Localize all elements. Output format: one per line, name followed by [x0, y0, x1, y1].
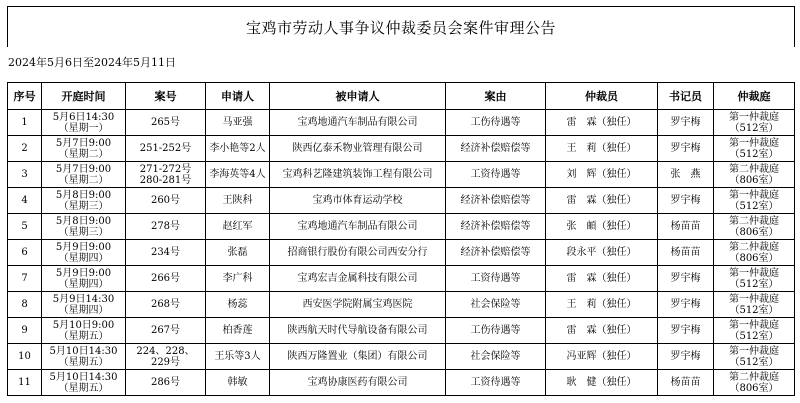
cell-cause [446, 188, 546, 214]
cell-applicant-applicant: 王乐等3人 [214, 351, 261, 362]
cell-cause [446, 240, 546, 266]
cell-cause-cause: 社会保险等 [470, 351, 521, 362]
cell-arbitrator-arbitrator: 刘 辉（独任） [566, 169, 637, 180]
cell-applicant-applicant: 马亚强 [222, 117, 253, 128]
table-row [8, 110, 795, 136]
cell-time-time: 5月9日9:00 [55, 267, 112, 279]
header-no: 序号 [8, 83, 42, 110]
cell-court-room: （512室） [729, 200, 779, 212]
cell-court [714, 188, 795, 214]
cell-arbitrator-arbitrator: 耿 健（独任） [566, 377, 637, 388]
cell-no [8, 318, 42, 344]
cell-arbitrator [546, 266, 658, 292]
case-schedule-table [7, 82, 795, 396]
cell-court-court: 第二仲裁庭 [729, 215, 779, 227]
cell-court-room: （512室） [729, 330, 779, 342]
cell-clerk-clerk: 张 燕 [670, 169, 701, 180]
cell-no [8, 162, 42, 188]
cell-arbitrator [546, 110, 658, 136]
cell-cause [446, 110, 546, 136]
cell-clerk [658, 318, 714, 344]
cell-time-time: 5月8日9:00 [55, 189, 112, 201]
cell-applicant [206, 318, 270, 344]
cell-time-time: 5月6日14:30 [52, 111, 115, 123]
table-header-row [8, 83, 795, 110]
cell-court-room: （512室） [729, 356, 779, 368]
cell-cause [446, 162, 546, 188]
cell-applicant [206, 240, 270, 266]
cell-court-court: 第二仲裁庭 [729, 241, 779, 253]
cell-respondent-respondent: 陕西亿泰禾物业管理有限公司 [292, 143, 423, 154]
cell-applicant-applicant: 赵红军 [222, 221, 253, 232]
cell-court-court: 第一仲裁庭 [729, 189, 779, 201]
cell-arbitrator [546, 136, 658, 162]
header-court: 仲裁庭 [714, 83, 795, 110]
cell-no [8, 370, 42, 396]
cell-court-court: 第一仲裁庭 [729, 293, 779, 305]
cell-respondent-respondent: 宝鸡协康医药有限公司 [307, 377, 408, 388]
cell-applicant [206, 188, 270, 214]
cell-case-case: 260号 [150, 195, 181, 206]
header-arbitrator: 仲裁员 [546, 83, 658, 110]
cell-applicant-applicant: 韩敏 [227, 377, 248, 388]
cell-case-case: 268号 [150, 299, 181, 310]
cell-clerk [658, 162, 714, 188]
cell-clerk-clerk: 罗宇梅 [670, 195, 701, 206]
cell-time [42, 344, 126, 370]
cell-time-day: （星期四） [58, 252, 109, 264]
table-row [8, 292, 795, 318]
cell-time-day: （星期五） [58, 356, 109, 368]
cell-clerk-clerk: 罗宇梅 [670, 325, 701, 336]
cell-time-time: 5月8日9:00 [55, 215, 112, 227]
cell-case-case: 234号 [150, 247, 181, 258]
cell-court-room: （512室） [729, 304, 779, 316]
cell-applicant-applicant: 张磊 [227, 247, 248, 258]
cell-arbitrator-arbitrator: 张 頔（独任） [566, 221, 637, 232]
cell-arbitrator [546, 344, 658, 370]
cell-respondent [270, 110, 446, 136]
cell-court [714, 344, 795, 370]
table-row [8, 240, 795, 266]
cell-time [42, 136, 126, 162]
cell-clerk [658, 188, 714, 214]
date-range: 2024年5月6日至2024年5月11日 [8, 56, 176, 69]
header-cause: 案由 [446, 83, 546, 110]
cell-clerk [658, 370, 714, 396]
cell-court-court: 第一仲裁庭 [729, 345, 779, 357]
cell-cause-cause: 经济补偿赔偿等 [460, 247, 531, 258]
cell-respondent [270, 292, 446, 318]
table-row [8, 266, 795, 292]
cell-case-case: 271-272号 [139, 163, 192, 175]
cell-court [714, 370, 795, 396]
cell-time [42, 318, 126, 344]
cell-court-court: 第二仲裁庭 [729, 371, 779, 383]
cell-applicant-applicant: 柏香莲 [222, 325, 253, 336]
cell-applicant [206, 344, 270, 370]
cell-clerk-clerk: 杨苗苗 [670, 221, 701, 232]
cell-no [8, 214, 42, 240]
cell-no [8, 344, 42, 370]
cell-respondent-respondent: 陕西航天时代导航设备有限公司 [287, 325, 428, 336]
cell-case-case: 286号 [150, 377, 181, 388]
table-row [8, 318, 795, 344]
cell-court-room: （512室） [729, 122, 779, 134]
cell-no-no: 9 [21, 325, 28, 336]
cell-cause [446, 266, 546, 292]
cell-cause-cause: 工资待遇等 [470, 169, 521, 180]
header-case: 案号 [126, 83, 206, 110]
cell-cause-cause: 工伤待遇等 [470, 325, 521, 336]
cell-arbitrator [546, 370, 658, 396]
cell-time-day: （星期五） [58, 382, 109, 394]
cell-time-time: 5月10日9:00 [52, 319, 115, 331]
cell-court-court: 第一仲裁庭 [729, 111, 779, 123]
cell-arbitrator-arbitrator: 雷 霖（独任） [566, 325, 637, 336]
cell-cause-cause: 经济补偿赔偿等 [460, 221, 531, 232]
cell-court [714, 240, 795, 266]
cell-case-case: 278号 [150, 221, 181, 232]
cell-arbitrator [546, 240, 658, 266]
page-title: 宝鸡市劳动人事争议仲裁委员会案件审理公告 [245, 18, 556, 37]
cell-applicant [206, 136, 270, 162]
cell-time-time: 5月9日9:00 [55, 241, 112, 253]
cell-clerk [658, 110, 714, 136]
cell-case [126, 162, 206, 188]
cell-case [126, 214, 206, 240]
cell-no [8, 110, 42, 136]
cell-clerk [658, 136, 714, 162]
cell-cause-cause: 工资待遇等 [470, 273, 521, 284]
cell-time-time: 5月10日14:30 [49, 345, 118, 357]
cell-arbitrator-arbitrator: 雷 霖（独任） [566, 195, 637, 206]
cell-arbitrator [546, 162, 658, 188]
table-row [8, 344, 795, 370]
cell-court-room: （806室） [729, 174, 779, 186]
header-time: 开庭时间 [42, 83, 126, 110]
header-clerk: 书记员 [658, 83, 714, 110]
cell-court [714, 162, 795, 188]
cell-no [8, 292, 42, 318]
cell-case [126, 370, 206, 396]
cell-cause-cause: 社会保险等 [470, 299, 521, 310]
cell-court-room: （806室） [729, 252, 779, 264]
cell-case-case: 267号 [150, 325, 181, 336]
cell-case [126, 136, 206, 162]
cell-court-room: （806室） [729, 382, 779, 394]
cell-time [42, 162, 126, 188]
header-respondent: 被申请人 [270, 83, 446, 110]
cell-respondent [270, 370, 446, 396]
cell-cause [446, 292, 546, 318]
cell-cause-cause: 经济补偿赔偿等 [460, 195, 531, 206]
cell-court-room: （512室） [729, 278, 779, 290]
cell-time-day: （星期四） [58, 278, 109, 290]
cell-no-no: 10 [18, 351, 31, 362]
cell-applicant [206, 162, 270, 188]
cell-cause-cause: 经济补偿赔偿等 [460, 143, 531, 154]
cell-court [714, 110, 795, 136]
cell-court-room: （806室） [729, 226, 779, 238]
cell-cause [446, 344, 546, 370]
cell-cause [446, 318, 546, 344]
cell-respondent [270, 214, 446, 240]
cell-court [714, 292, 795, 318]
cell-no-no: 11 [18, 377, 31, 388]
cell-respondent [270, 188, 446, 214]
cell-respondent-respondent: 陕西万隆置业（集团）有限公司 [287, 351, 428, 362]
cell-case [126, 110, 206, 136]
cell-clerk [658, 344, 714, 370]
cell-no-no: 2 [21, 143, 28, 154]
cell-court [714, 266, 795, 292]
cell-applicant [206, 214, 270, 240]
cell-no-no: 4 [21, 195, 28, 206]
cell-arbitrator [546, 318, 658, 344]
cell-arbitrator-arbitrator: 雷 霖（独任） [566, 117, 637, 128]
cell-arbitrator-arbitrator: 冯亚辉（独任） [566, 351, 637, 362]
cell-clerk-clerk: 罗宇梅 [670, 351, 701, 362]
cell-case-case: 251-252号 [139, 143, 192, 154]
cell-respondent-respondent: 西安医学院附属宝鸡医院 [302, 299, 413, 310]
table-row [8, 136, 795, 162]
cell-no [8, 188, 42, 214]
cell-case [126, 188, 206, 214]
cell-court-room: （512室） [729, 148, 779, 160]
cell-respondent-respondent: 宝鸡地通汽车制品有限公司 [297, 117, 418, 128]
cell-respondent [270, 162, 446, 188]
cell-no [8, 240, 42, 266]
header-applicant: 申请人 [206, 83, 270, 110]
cell-clerk [658, 214, 714, 240]
cell-time-time: 5月7日9:00 [55, 163, 112, 175]
cell-time [42, 266, 126, 292]
cell-court-court: 第二仲裁庭 [729, 163, 779, 175]
cell-arbitrator-arbitrator: 王 莉（独任） [566, 299, 637, 310]
cell-applicant [206, 266, 270, 292]
cell-time-day: （星期二） [58, 174, 109, 186]
cell-court [714, 136, 795, 162]
cell-applicant-applicant: 杨蕊 [227, 299, 248, 310]
cell-time-day: （星期四） [58, 304, 109, 316]
cell-no-no: 6 [21, 247, 28, 258]
table-row [8, 188, 795, 214]
cell-arbitrator [546, 292, 658, 318]
cell-applicant-applicant: 王陕科 [222, 195, 253, 206]
cell-time-day: （星期五） [58, 330, 109, 342]
cell-case [126, 318, 206, 344]
cell-court-court: 第一仲裁庭 [729, 137, 779, 149]
cell-arbitrator-arbitrator: 王 莉（独任） [566, 143, 637, 154]
cell-time [42, 292, 126, 318]
cell-clerk [658, 240, 714, 266]
cell-respondent-respondent: 招商银行股份有限公司西安分行 [287, 247, 428, 258]
cell-respondent [270, 266, 446, 292]
cell-arbitrator-arbitrator: 段永平（独任） [566, 247, 637, 258]
cell-case [126, 266, 206, 292]
cell-no-no: 1 [21, 117, 28, 128]
cell-no-no: 3 [21, 169, 28, 180]
cell-respondent [270, 136, 446, 162]
table-row [8, 162, 795, 188]
cell-arbitrator [546, 188, 658, 214]
cell-clerk-clerk: 罗宇梅 [670, 117, 701, 128]
cell-time [42, 240, 126, 266]
cell-case-case2: 229号 [150, 356, 181, 368]
cell-cause-cause: 工伤待遇等 [470, 117, 521, 128]
cell-time [42, 188, 126, 214]
cell-court-court: 第一仲裁庭 [729, 319, 779, 331]
cell-time-day: （星期三） [58, 200, 109, 212]
cell-respondent-respondent: 宝鸡市体育运动学校 [312, 195, 403, 206]
cell-no-no: 5 [21, 221, 28, 232]
table-row [8, 370, 795, 396]
cell-time-time: 5月10日14:30 [49, 371, 118, 383]
cell-time [42, 370, 126, 396]
cell-cause [446, 136, 546, 162]
cell-clerk [658, 292, 714, 318]
cell-respondent [270, 344, 446, 370]
cell-cause-cause: 工资待遇等 [470, 377, 521, 388]
cell-time-day: （星期三） [58, 226, 109, 238]
cell-case-case: 224、228、 [136, 345, 195, 357]
title-box [7, 6, 795, 47]
cell-no [8, 266, 42, 292]
cell-applicant [206, 370, 270, 396]
cell-respondent [270, 240, 446, 266]
cell-applicant-applicant: 李小艳等2人 [209, 143, 266, 154]
cell-no-no: 7 [21, 273, 28, 284]
cell-case [126, 292, 206, 318]
cell-time-day: （星期二） [58, 148, 109, 160]
cell-applicant [206, 292, 270, 318]
cell-respondent-respondent: 宝鸡宏吉金属科技有限公司 [297, 273, 418, 284]
cell-arbitrator-arbitrator: 雷 霖（独任） [566, 273, 637, 284]
cell-time-time: 5月7日9:00 [55, 137, 112, 149]
cell-case [126, 344, 206, 370]
cell-arbitrator [546, 214, 658, 240]
cell-case-case: 265号 [150, 117, 181, 128]
cell-court [714, 318, 795, 344]
cell-cause [446, 370, 546, 396]
cell-respondent-respondent: 宝鸡科艺隆建筑装饰工程有限公司 [282, 169, 433, 180]
cell-clerk-clerk: 罗宇梅 [670, 299, 701, 310]
cell-applicant-applicant: 李海英等4人 [209, 169, 266, 180]
cell-time-time: 5月9日14:30 [52, 293, 115, 305]
cell-cause [446, 214, 546, 240]
cell-time-day: （星期一） [58, 122, 109, 134]
cell-applicant [206, 110, 270, 136]
cell-clerk-clerk: 罗宇梅 [670, 143, 701, 154]
cell-respondent-respondent: 宝鸡地通汽车制品有限公司 [297, 221, 418, 232]
table-row [8, 214, 795, 240]
cell-court-court: 第一仲裁庭 [729, 267, 779, 279]
cell-case-case2: 280-281号 [139, 174, 192, 186]
cell-applicant-applicant: 李广科 [222, 273, 253, 284]
cell-no-no: 8 [21, 299, 28, 310]
cell-no [8, 136, 42, 162]
cell-court [714, 214, 795, 240]
cell-clerk-clerk: 杨苗苗 [670, 247, 701, 258]
cell-case [126, 240, 206, 266]
cell-respondent [270, 318, 446, 344]
cell-time [42, 214, 126, 240]
cell-clerk-clerk: 罗宇梅 [670, 273, 701, 284]
cell-clerk-clerk: 杨苗苗 [670, 377, 701, 388]
cell-time [42, 110, 126, 136]
cell-case-case: 266号 [150, 273, 181, 284]
cell-clerk [658, 266, 714, 292]
